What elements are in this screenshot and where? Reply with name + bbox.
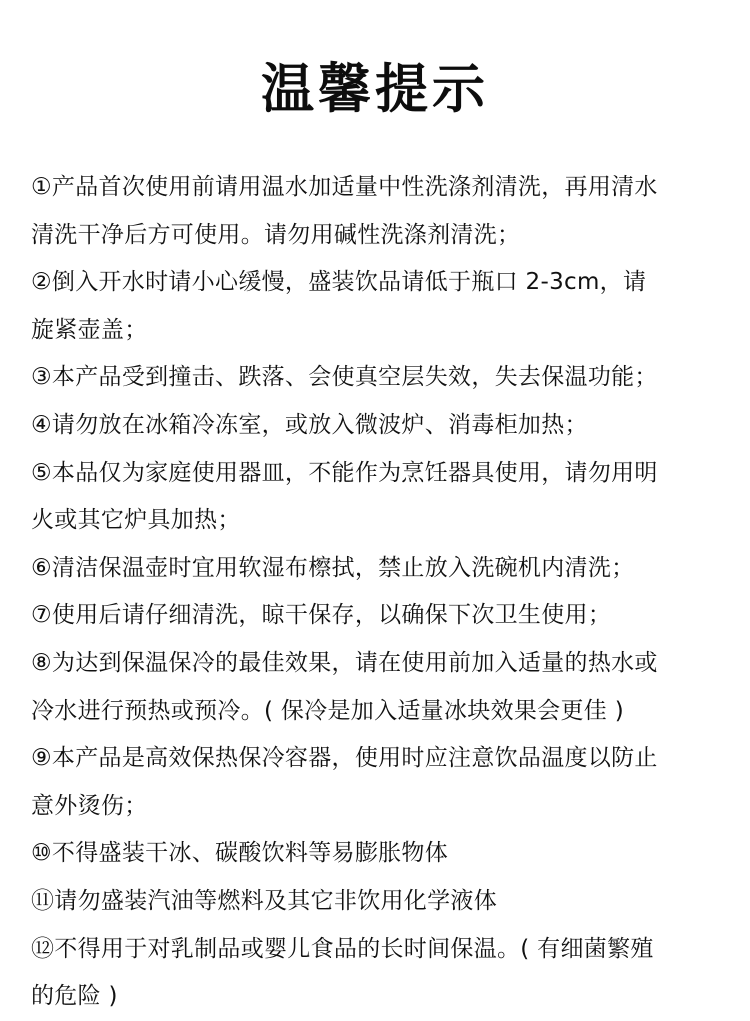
notice-line: ⑨本产品是高效保热保冷容器，使用时应注意饮品温度以防止 — [31, 745, 658, 772]
notice-line: ②倒入开水时请小心缓慢，盛装饮品请低于瓶口 2-3cm，请 — [31, 269, 647, 296]
notice-line: ①产品首次使用前请用温水加适量中性洗涤剂清洗，再用清水 — [31, 174, 658, 200]
notice-list — [31, 164, 725, 1021]
notice-line: ⑤本品仅为家庭使用器皿，不能作为烹饪器具使用，请勿用明 — [31, 459, 658, 486]
notice-line: ⑪请勿盛装汽油等燃料及其它非饮用化学液体 — [31, 887, 497, 914]
notice-line: ⑥清洁保温壶时宜用软湿布檫拭，禁止放入洗碗机内清洗； — [31, 554, 635, 581]
notice-line: 火或其它炉具加热； — [31, 507, 241, 534]
notice-line: 冷水进行预热或预冷。( 保冷是加入适量冰块效果会更佳 ) — [31, 697, 624, 724]
notice-line: 清洗干净后方可使用。请勿用碱性洗涤剂清洗； — [31, 221, 521, 248]
notice-line: ⑩不得盛装干冰、碳酸饮料等易膨胀物体 — [31, 840, 449, 867]
notice-line: 意外烫伤； — [31, 792, 148, 819]
notice-line: ③本产品受到撞击、跌落、会使真空层失效，失去保温功能； — [31, 364, 658, 391]
notice-line: ④请勿放在冰箱冷冻室，或放入微波炉、消毒柜加热； — [31, 411, 588, 438]
notice-line: ⑫不得用于对乳制品或婴儿食品的长时间保温。( 有细菌繁殖 — [31, 935, 654, 962]
notice-line: ⑧为达到保温保冷的最佳效果，请在使用前加入适量的热水或 — [31, 649, 658, 676]
notice-line: 旋紧壶盖； — [31, 316, 148, 343]
notice-line: 的危险 ) — [31, 983, 118, 1010]
page-title: 温馨提示 — [261, 59, 489, 120]
notice-line: ⑦使用后请仔细清洗，晾干保存，以确保下次卫生使用； — [31, 602, 612, 629]
